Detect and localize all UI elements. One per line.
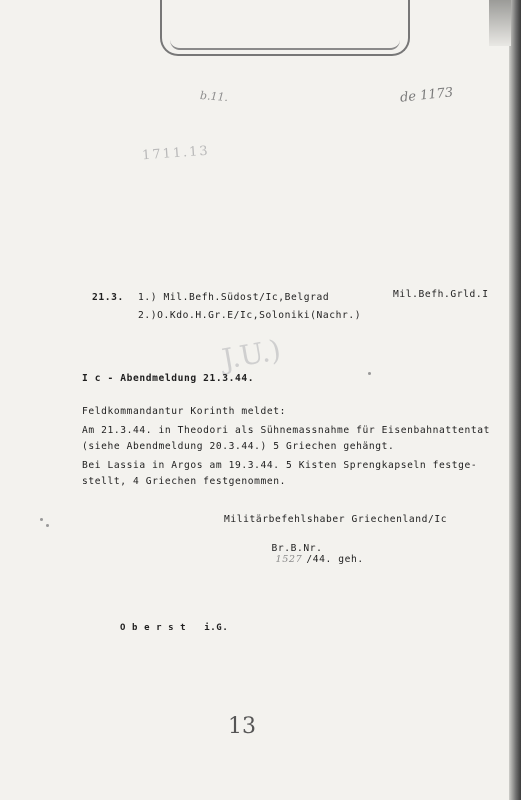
reference-label: Br.B.Nr. bbox=[271, 543, 323, 554]
annotation-left-stamp: 1711.13 bbox=[141, 143, 211, 164]
page-corner-shadow bbox=[489, 0, 511, 46]
scan-speck bbox=[368, 372, 371, 375]
distribution-line-1: 1.) Mil.Befh.Südost/Ic,Belgrad bbox=[138, 292, 330, 303]
scan-speck bbox=[40, 518, 43, 521]
report-line-1: Am 21.3.44. in Theodori als Sühnemassnahme für Eisenbahnattentat bbox=[82, 425, 491, 436]
reference-value: 1527 bbox=[275, 554, 303, 565]
report-line-4: stellt, 4 Griechen festgenommen. bbox=[82, 476, 287, 487]
header-date: 21.3. bbox=[92, 292, 124, 303]
annotation-center-scribble: J.U.) bbox=[219, 333, 284, 376]
report-line-2: (siehe Abendmeldung 20.3.44.) 5 Griechen gehängt. bbox=[82, 441, 395, 452]
issuing-authority: Militärbefehlshaber Griechenland/Ic bbox=[224, 514, 448, 525]
page-edge-shadow bbox=[509, 0, 521, 800]
distribution-line-2: 2.)O.Kdo.H.Gr.E/Ic,Soloniki(Nachr.) bbox=[138, 310, 362, 321]
report-intro: Feldkommandantur Korinth meldet: bbox=[82, 406, 287, 417]
annotation-top-center: b.11. bbox=[199, 89, 229, 104]
reference-suffix: /44. geh. bbox=[306, 554, 364, 565]
page-number: 13 bbox=[228, 714, 256, 739]
binder-clip-mark bbox=[160, 0, 410, 56]
reference-number bbox=[246, 532, 364, 576]
report-line-3: Bei Lassia in Argos am 19.3.44. 5 Kisten Sprengkapseln festge- bbox=[82, 460, 478, 471]
annotation-top-right: de 1173 bbox=[399, 85, 454, 106]
sender-designation: Mil.Befh.Grld.I bbox=[393, 289, 489, 300]
report-title: I c - Abendmeldung 21.3.44. bbox=[82, 373, 255, 384]
signer-rank: O b e r s t i.G. bbox=[120, 623, 229, 633]
scan-speck bbox=[46, 524, 49, 527]
